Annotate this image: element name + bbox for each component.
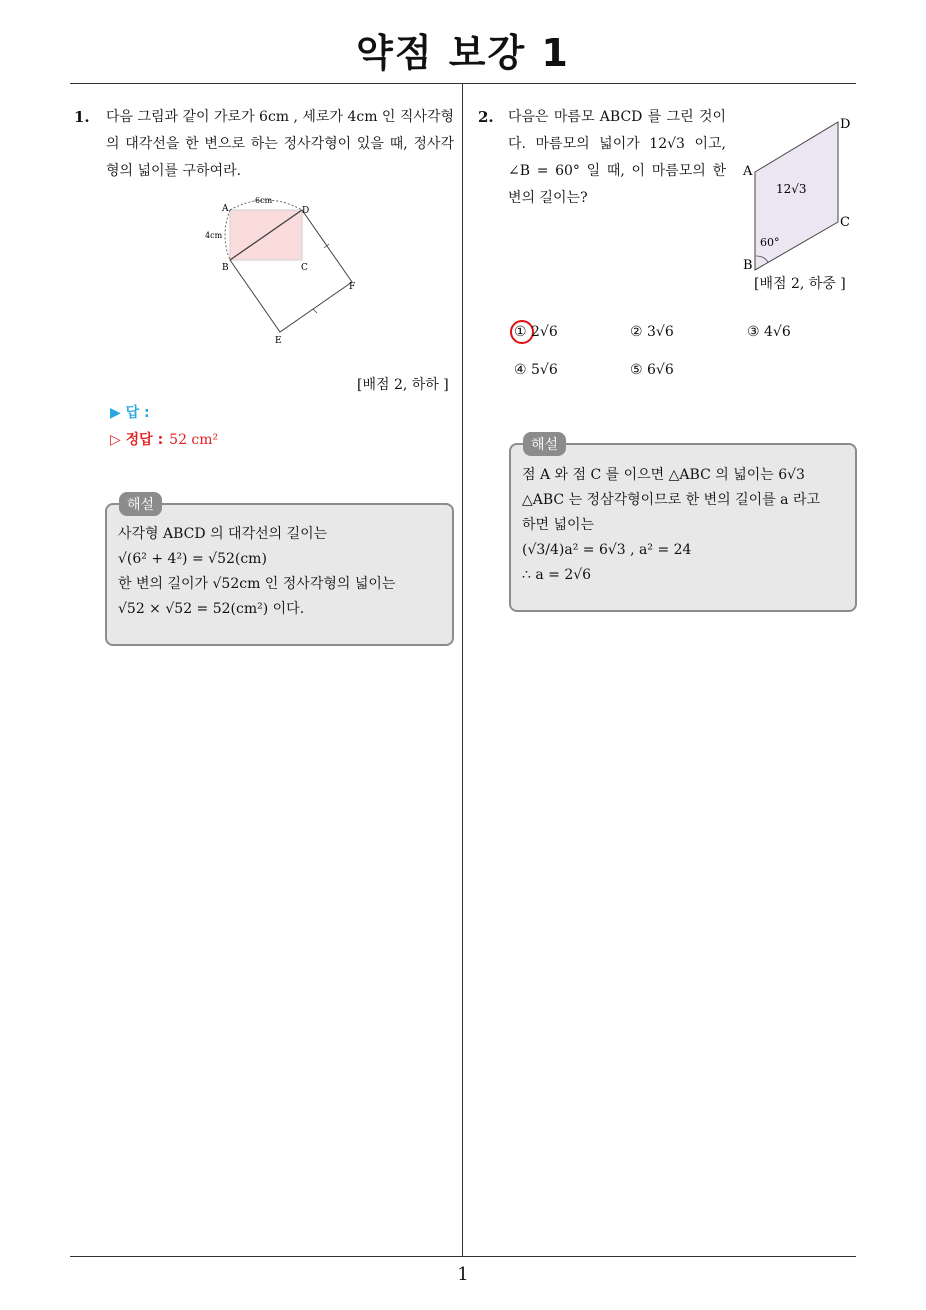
q1-score: [배점 2, 하하 ]: [357, 377, 449, 393]
q2-solution-line: 점 A 와 점 C 를 이으면 △ABC 의 넓이는 6√3: [522, 467, 805, 483]
q2-angle-label: 60°: [760, 236, 780, 249]
q2-score: [배점 2, 하중 ]: [754, 276, 846, 292]
q2-label-a: A: [743, 164, 753, 179]
q1-figure: [195, 190, 375, 350]
q2-choice-2[interactable]: ② 3√6: [630, 324, 674, 340]
q1-number: 1.: [74, 108, 90, 126]
q1-correct-value: 52 cm²: [169, 432, 219, 448]
q1-label-e: E: [275, 336, 282, 346]
q2-solution-line: 하면 넓이는: [522, 517, 595, 533]
q1-width-label: 6cm: [255, 196, 273, 205]
q1-solution-line: √52 × √52 = 52(cm²) 이다.: [118, 601, 305, 617]
q1-answer-label: ▶ 답 :: [110, 405, 150, 421]
q1-solution-line: 한 변의 길이가 √52cm 인 정사각형의 넓이는: [118, 576, 396, 592]
q1-solution-tag: 해설: [119, 492, 162, 516]
q1-label-d: D: [302, 206, 310, 216]
q1-solution-line: √(6² + 4²) = √52(cm): [118, 551, 267, 567]
page-number: 1: [457, 1264, 469, 1285]
q2-number: 2.: [478, 108, 494, 126]
q1-height-label: 4cm: [205, 231, 223, 240]
q2-solution-line: △ABC 는 정삼각형이므로 한 변의 길이를 a 라고: [522, 492, 821, 508]
q2-solution-tag: 해설: [523, 432, 566, 456]
q2-choice-4[interactable]: ④ 5√6: [514, 362, 558, 378]
q2-text: 다음은 마름모 ABCD 를 그린 것이다. 마름모의 넓이가 12√3 이고, ∠B = 60° 일 때, 이 마름모의 한 변의 길이는?: [508, 109, 726, 206]
q2-choice-1[interactable]: ① 2√6: [514, 324, 558, 340]
q2-solution-line: ∴ a = 2√6: [522, 567, 592, 583]
page-title: 약점 보강 1: [356, 31, 570, 75]
q2-label-c: C: [840, 215, 850, 230]
q1-label-f: F: [349, 282, 356, 292]
q1-text: 다음 그림과 같이 가로가 6cm , 세로가 4cm 인 직사각형의 대각선을 한 변으로 하는 정사각형이 있을 때, 정사각형의 넓이를 구하여라.: [106, 109, 454, 179]
q1-label-c: C: [301, 263, 308, 273]
q1-label-a: A: [222, 204, 229, 214]
q1-correct-label: ▷ 정답 :: [110, 432, 164, 448]
q1-solution-text: [118, 522, 448, 622]
q2-choice-3[interactable]: ③ 4√6: [747, 324, 791, 340]
column-divider: [462, 84, 463, 1256]
q2-solution-line: (√3/4)a² = 6√3 , a² = 24: [522, 542, 692, 558]
q2-solution-text: [522, 463, 852, 588]
q1-solution-line: 사각형 ABCD 의 대각선의 길이는: [118, 526, 328, 542]
q1-label-b: B: [222, 263, 229, 273]
q1-height-arc: [225, 210, 230, 260]
q1-correct-row: [110, 429, 218, 449]
q2-choice-5[interactable]: ⑤ 6√6: [630, 362, 674, 378]
header-divider: [70, 83, 856, 84]
q2-label-d: D: [840, 117, 851, 132]
q2-figure: [738, 110, 858, 275]
footer-divider: [70, 1256, 856, 1257]
q2-label-b: B: [743, 258, 753, 273]
q2-area-label: 12√3: [776, 182, 807, 196]
q1-tick-fe: [313, 309, 317, 313]
